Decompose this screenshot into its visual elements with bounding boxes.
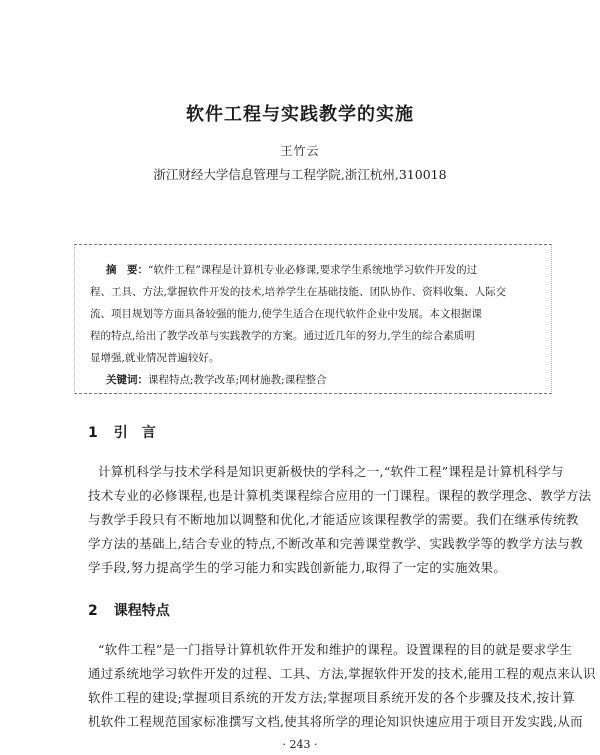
paragraph-line: 软件工程的建设;掌握项目系统的开发方法;掌握项目系统开发的各个步骤及技术,按计算 [88, 690, 575, 705]
abstract-line [106, 262, 477, 277]
section-number: 1 [88, 425, 98, 441]
abstract-line: 程的特点,给出了教学改革与实践教学的方案。通过近几年的努力,学生的综合素质明 [90, 330, 475, 342]
section-heading [88, 422, 156, 442]
abstract-line: 显增强,就业情况普遍较好。 [90, 352, 220, 364]
author-name: 王竹云 [280, 144, 320, 158]
paragraph-line: 机软件工程规范国家标准撰写文档,使其将所学的理论知识快速应用于项目开发实践,从而 [88, 714, 583, 729]
section-heading [88, 600, 170, 620]
abstract-line: 程、工具、方法,掌握软件开发的技术,培养学生在基础技能、团队协作、资料收集、人际交 [90, 286, 507, 298]
page-number: · 243 · [282, 738, 318, 751]
keywords-text: 课程特点;教学改革;网材施教;课程整合 [148, 374, 327, 386]
keywords-label: 关键词： [106, 374, 148, 386]
keywords-line [106, 372, 327, 387]
paragraph-line: 与教学手段只有不断地加以调整和优化,才能适应该课程教学的需要。我们在继承传统教 [88, 512, 579, 527]
paragraph-line: 通过系统地学习软件开发的过程、工具、方法,掌握软件开发的技术,能用工程的观点来认识 [88, 666, 596, 681]
paper-title: 软件工程与实践教学的实施 [186, 104, 414, 125]
paragraph-line: 学手段,努力提高学生的学习能力和实践创新能力,取得了一定的实施效果。 [88, 560, 507, 575]
abstract-text: “软件工程”课程是计算机专业必修课,要求学生系统地学习软件开发的过 [148, 264, 478, 276]
section-number: 2 [88, 603, 98, 619]
abstract-line: 流、项目规划等方面具备较强的能力,使学生适合在现代软件企业中发展。本文根据课 [90, 308, 482, 320]
paragraph-line: “软件工程”是一门指导计算机软件开发和维护的课程。设置课程的目的就是要求学生 [98, 642, 573, 657]
section-title: 引 言 [113, 425, 156, 441]
paragraph-line: 学方法的基础上,结合专业的特点,不断改革和完善课堂教学、实践教学等的教学方法与教 [88, 536, 583, 551]
author-affiliation: 浙江财经大学信息管理与工程学院,浙江杭州,310018 [153, 167, 447, 182]
paragraph-line: 技术专业的必修课程,也是计算机类课程综合应用的一门课程。课程的教学理念、教学方法 [88, 488, 592, 503]
section-title: 课程特点 [113, 603, 170, 619]
abstract-label: 摘 要： [106, 264, 148, 276]
paragraph-line: 计算机科学与技术学科是知识更新极快的学科之一,“软件工程”课程是计算机科学与 [98, 464, 564, 479]
